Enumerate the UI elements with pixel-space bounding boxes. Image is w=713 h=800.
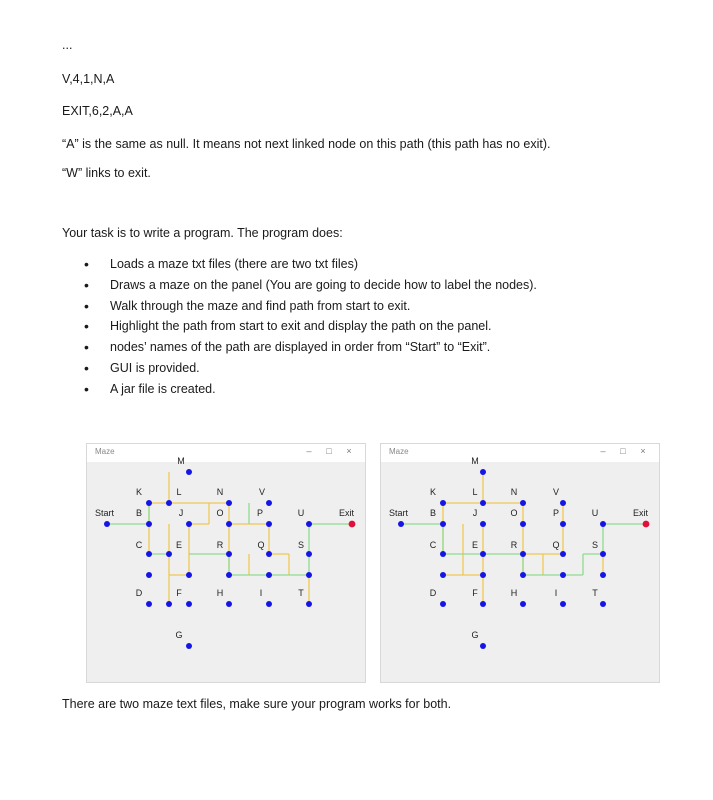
- node-dot: [306, 601, 312, 607]
- maze-node-label: N: [216, 487, 224, 497]
- note-w-exit: “W” links to exit.: [62, 166, 151, 180]
- node-dot: [266, 500, 272, 506]
- maze-node-label: M: [471, 456, 479, 466]
- node-dot: [480, 521, 486, 527]
- node-dot: [146, 601, 152, 607]
- maze-node-label: P: [256, 508, 264, 518]
- minimize-icon[interactable]: –: [306, 446, 312, 456]
- node-dot: [440, 521, 446, 527]
- close-icon[interactable]: ×: [346, 446, 352, 456]
- maze-node-label: D: [135, 588, 143, 598]
- note-a-null: “A” is the same as null. It means not next linked node on this path (this path has no exit).: [62, 137, 551, 151]
- maze-node-label: U: [297, 508, 305, 518]
- node-dot: [266, 601, 272, 607]
- maze-node-label: O: [216, 508, 224, 518]
- task-item: • nodes’ names of the path are displayed in order from “Start” to “Exit”.: [62, 337, 537, 358]
- maze-node-label: V: [552, 487, 560, 497]
- node-dot: [480, 572, 486, 578]
- maze-node-label: C: [429, 540, 437, 550]
- minimize-icon[interactable]: –: [600, 446, 606, 456]
- maze-canvas: [87, 444, 365, 682]
- maze-label-start: Start: [389, 508, 409, 518]
- maze-node-label: J: [178, 508, 184, 518]
- maze-canvas: [381, 444, 659, 682]
- node-dot: [520, 521, 526, 527]
- node-dot: [398, 521, 404, 527]
- maze-node-label: I: [259, 588, 263, 598]
- node-dot: [560, 601, 566, 607]
- maze-node-label: P: [552, 508, 560, 518]
- node-dot: [186, 601, 192, 607]
- task-item: • A jar file is created.: [62, 379, 537, 400]
- node-dot: [520, 551, 526, 557]
- window-title: Maze: [389, 447, 409, 456]
- task-item: • Loads a maze txt files (there are two txt files): [62, 254, 537, 275]
- node-dot: [266, 521, 272, 527]
- node-dot: [480, 643, 486, 649]
- maze-node-label: K: [429, 487, 437, 497]
- maze-node-label: L: [472, 487, 478, 497]
- node-dot: [226, 500, 232, 506]
- maze-node-label: T: [298, 588, 304, 598]
- node-dot: [266, 551, 272, 557]
- exit-node-dot: [643, 521, 650, 528]
- maze-node-label: J: [472, 508, 478, 518]
- node-dot: [520, 601, 526, 607]
- node-dot: [146, 500, 152, 506]
- maximize-icon[interactable]: □: [620, 446, 626, 456]
- maze-node-label: F: [176, 588, 182, 598]
- maze-node-label: K: [135, 487, 143, 497]
- node-dot: [186, 643, 192, 649]
- task-item: • Highlight the path from start to exit and display the path on the panel.: [62, 316, 537, 337]
- close-icon[interactable]: ×: [640, 446, 646, 456]
- maze-node-label: C: [135, 540, 143, 550]
- node-dot: [306, 521, 312, 527]
- maze-node-label: B: [135, 508, 143, 518]
- maze-node-label: R: [216, 540, 224, 550]
- node-dot: [266, 572, 272, 578]
- node-dot: [560, 500, 566, 506]
- node-dot: [226, 601, 232, 607]
- maze-node-label: T: [592, 588, 598, 598]
- maze-node-label: N: [510, 487, 518, 497]
- node-dot: [480, 500, 486, 506]
- maze-node-label: D: [429, 588, 437, 598]
- maze-node-label: B: [429, 508, 437, 518]
- maze-window-1: [86, 443, 366, 683]
- node-dot: [440, 572, 446, 578]
- footer-note: There are two maze text files, make sure your program works for both.: [62, 697, 452, 711]
- maze-node-label: L: [176, 487, 182, 497]
- maze-node-label: E: [471, 540, 479, 550]
- maze-node-label: I: [554, 588, 558, 598]
- ellipsis-line: ...: [62, 38, 73, 52]
- maze-node-label: F: [472, 588, 478, 598]
- task-list: [62, 254, 537, 400]
- node-dot: [146, 521, 152, 527]
- node-dot: [226, 521, 232, 527]
- node-dot: [560, 521, 566, 527]
- node-dot: [560, 551, 566, 557]
- maze-node-label: G: [471, 630, 479, 640]
- maze-label-exit: Exit: [339, 508, 355, 518]
- task-item: • Draws a maze on the panel (You are going to decide how to label the nodes).: [62, 275, 537, 296]
- node-dot: [480, 551, 486, 557]
- maze-node-label: O: [510, 508, 518, 518]
- node-dot: [104, 521, 110, 527]
- maze-node-label: G: [175, 630, 183, 640]
- node-dot: [306, 572, 312, 578]
- node-dot: [480, 469, 486, 475]
- node-dot: [146, 551, 152, 557]
- maze-node-label: V: [258, 487, 266, 497]
- code-line-v: V,4,1,N,A: [62, 72, 115, 86]
- maze-node-label: M: [177, 456, 185, 466]
- maze-node-label: S: [591, 540, 599, 550]
- maze-label-start: Start: [95, 508, 115, 518]
- exit-node-dot: [349, 521, 356, 528]
- maze-node-label: R: [510, 540, 518, 550]
- node-dot: [600, 551, 606, 557]
- node-dot: [600, 521, 606, 527]
- maze-node-label: Q: [257, 540, 265, 550]
- maze-node-label: U: [591, 508, 599, 518]
- maze-window-2: [380, 443, 660, 683]
- maze-node-label: E: [175, 540, 183, 550]
- maze-label-exit: Exit: [633, 508, 649, 518]
- node-dot: [560, 572, 566, 578]
- node-dot: [440, 601, 446, 607]
- node-dot: [146, 572, 152, 578]
- node-dot: [600, 601, 606, 607]
- node-dot: [520, 500, 526, 506]
- maze-node-label: Q: [552, 540, 560, 550]
- node-dot: [440, 551, 446, 557]
- window-title: Maze: [95, 447, 115, 456]
- node-dot: [306, 551, 312, 557]
- node-dot: [166, 601, 172, 607]
- maze-node-label: S: [297, 540, 305, 550]
- maximize-icon[interactable]: □: [326, 446, 332, 456]
- node-dot: [186, 572, 192, 578]
- node-dot: [166, 500, 172, 506]
- node-dot: [186, 469, 192, 475]
- task-item: • Walk through the maze and find path from start to exit.: [62, 296, 537, 317]
- node-dot: [520, 572, 526, 578]
- task-intro: Your task is to write a program. The program does:: [62, 226, 343, 240]
- node-dot: [186, 521, 192, 527]
- node-dot: [166, 551, 172, 557]
- node-dot: [600, 572, 606, 578]
- task-item: • GUI is provided.: [62, 358, 537, 379]
- node-dot: [480, 601, 486, 607]
- node-dot: [226, 572, 232, 578]
- maze-node-label: H: [510, 588, 518, 598]
- maze-node-label: H: [216, 588, 224, 598]
- code-line-exit: EXIT,6,2,A,A: [62, 104, 133, 118]
- node-dot: [440, 500, 446, 506]
- node-dot: [226, 551, 232, 557]
